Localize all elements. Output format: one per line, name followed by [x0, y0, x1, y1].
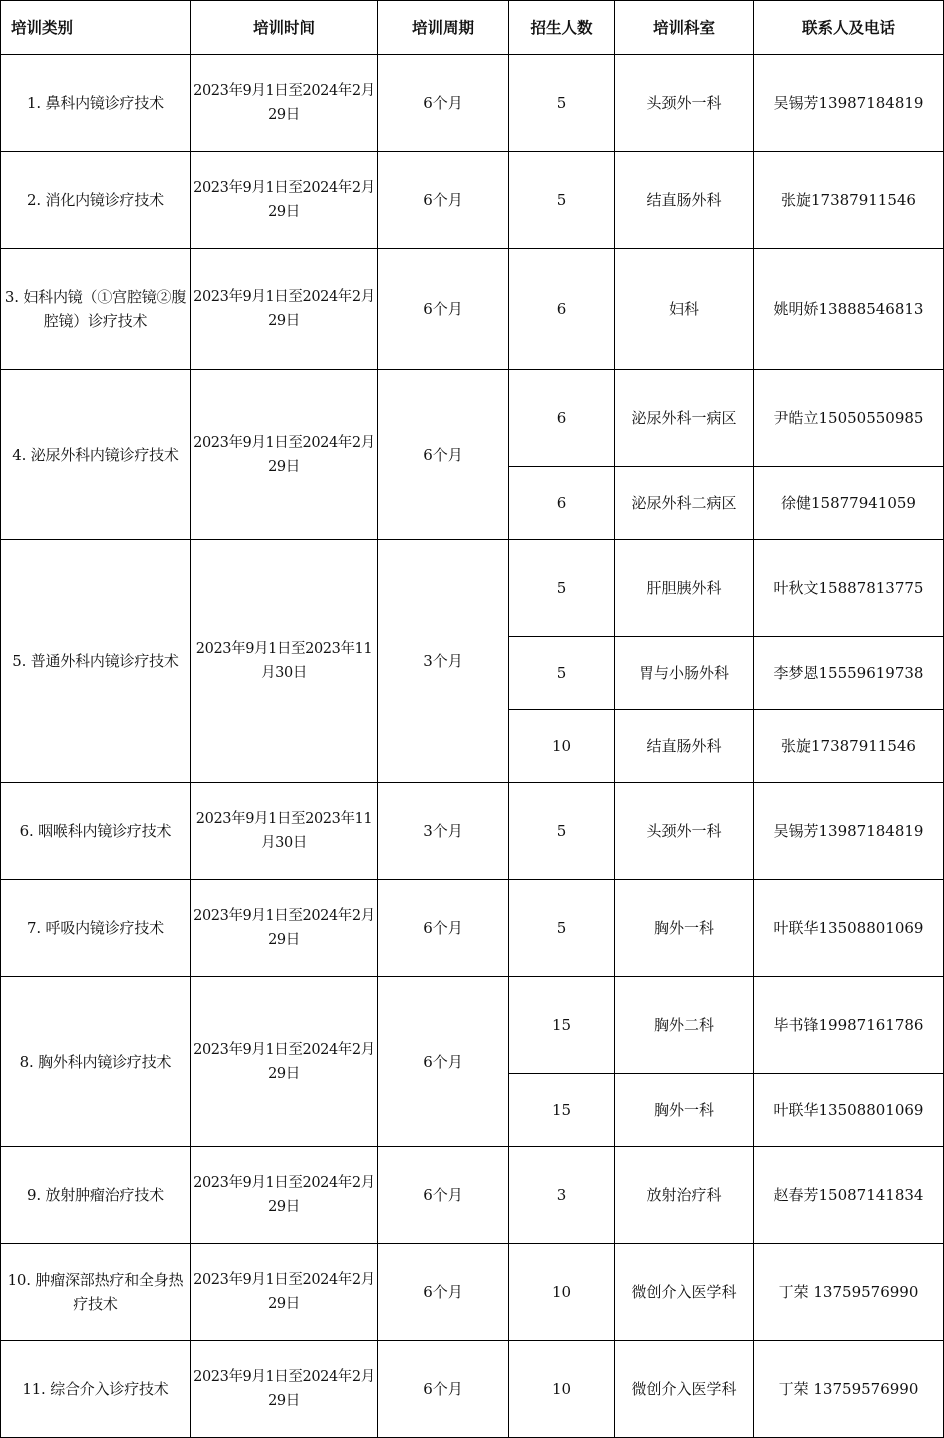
dept-cell: 微创介入医学科	[615, 1244, 754, 1341]
time-cell: 2023年9月1日至2024年2月29日	[191, 977, 378, 1147]
contact-cell: 叶秋文15887813775	[754, 540, 944, 637]
header-cycle: 培训周期	[378, 1, 509, 55]
contact-cell: 吴锡芳13987184819	[754, 783, 944, 880]
category-cell: 2. 消化内镜诊疗技术	[1, 152, 191, 249]
header-dept: 培训科室	[615, 1, 754, 55]
table-row	[1, 152, 944, 249]
count-cell: 5	[509, 152, 615, 249]
dept-cell: 胸外一科	[615, 1074, 754, 1147]
contact-cell: 张旋17387911546	[754, 152, 944, 249]
time-cell: 2023年9月1日至2024年2月29日	[191, 370, 378, 540]
dept-cell: 胃与小肠外科	[615, 637, 754, 710]
category-cell: 6. 咽喉科内镜诊疗技术	[1, 783, 191, 880]
contact-cell: 丁荣 13759576990	[754, 1244, 944, 1341]
header-row	[1, 1, 944, 55]
category-cell: 5. 普通外科内镜诊疗技术	[1, 540, 191, 783]
time-cell: 2023年9月1日至2024年2月29日	[191, 1147, 378, 1244]
count-cell: 15	[509, 977, 615, 1074]
cycle-cell: 6个月	[378, 152, 509, 249]
category-cell: 8. 胸外科内镜诊疗技术	[1, 977, 191, 1147]
count-cell: 6	[509, 249, 615, 370]
count-cell: 5	[509, 540, 615, 637]
dept-cell: 结直肠外科	[615, 152, 754, 249]
time-cell: 2023年9月1日至2024年2月29日	[191, 55, 378, 152]
contact-cell: 李梦恩15559619738	[754, 637, 944, 710]
category-cell: 11. 综合介入诊疗技术	[1, 1341, 191, 1438]
contact-cell: 吴锡芳13987184819	[754, 55, 944, 152]
time-cell: 2023年9月1日至2024年2月29日	[191, 1244, 378, 1341]
category-cell: 7. 呼吸内镜诊疗技术	[1, 880, 191, 977]
dept-cell: 肝胆胰外科	[615, 540, 754, 637]
category-cell: 1. 鼻科内镜诊疗技术	[1, 55, 191, 152]
cycle-cell: 6个月	[378, 977, 509, 1147]
contact-cell: 毕书锋19987161786	[754, 977, 944, 1074]
table-row	[1, 1147, 944, 1244]
dept-cell: 头颈外一科	[615, 783, 754, 880]
time-cell: 2023年9月1日至2023年11月30日	[191, 540, 378, 783]
header-category: 培训类别	[1, 1, 191, 55]
dept-cell: 微创介入医学科	[615, 1341, 754, 1438]
count-cell: 10	[509, 1341, 615, 1438]
count-cell: 5	[509, 783, 615, 880]
count-cell: 5	[509, 880, 615, 977]
count-cell: 3	[509, 1147, 615, 1244]
count-cell: 10	[509, 710, 615, 783]
table-row	[1, 1341, 944, 1438]
contact-cell: 丁荣 13759576990	[754, 1341, 944, 1438]
header-count: 招生人数	[509, 1, 615, 55]
dept-cell: 胸外一科	[615, 880, 754, 977]
cycle-cell: 6个月	[378, 370, 509, 540]
category-cell: 10. 肿瘤深部热疗和全身热疗技术	[1, 1244, 191, 1341]
dept-cell: 泌尿外科二病区	[615, 467, 754, 540]
count-cell: 10	[509, 1244, 615, 1341]
cycle-cell: 6个月	[378, 249, 509, 370]
cycle-cell: 6个月	[378, 1341, 509, 1438]
cycle-cell: 3个月	[378, 540, 509, 783]
table-row	[1, 880, 944, 977]
contact-cell: 叶联华13508801069	[754, 880, 944, 977]
header-contact: 联系人及电话	[754, 1, 944, 55]
contact-cell: 尹皓立15050550985	[754, 370, 944, 467]
contact-cell: 叶联华13508801069	[754, 1074, 944, 1147]
dept-cell: 头颈外一科	[615, 55, 754, 152]
dept-cell: 放射治疗科	[615, 1147, 754, 1244]
contact-cell: 徐健15877941059	[754, 467, 944, 540]
table-row	[1, 540, 944, 637]
count-cell: 6	[509, 370, 615, 467]
count-cell: 15	[509, 1074, 615, 1147]
cycle-cell: 3个月	[378, 783, 509, 880]
time-cell: 2023年9月1日至2024年2月29日	[191, 1341, 378, 1438]
cycle-cell: 6个月	[378, 1147, 509, 1244]
table-row	[1, 370, 944, 467]
table-row	[1, 55, 944, 152]
table-row	[1, 977, 944, 1074]
table-body	[1, 55, 944, 1438]
count-cell: 6	[509, 467, 615, 540]
contact-cell: 姚明娇13888546813	[754, 249, 944, 370]
time-cell: 2023年9月1日至2024年2月29日	[191, 152, 378, 249]
table-row	[1, 1244, 944, 1341]
cycle-cell: 6个月	[378, 1244, 509, 1341]
contact-cell: 赵春芳15087141834	[754, 1147, 944, 1244]
cycle-cell: 6个月	[378, 880, 509, 977]
contact-cell: 张旋17387911546	[754, 710, 944, 783]
table-row	[1, 783, 944, 880]
dept-cell: 胸外二科	[615, 977, 754, 1074]
category-cell: 4. 泌尿外科内镜诊疗技术	[1, 370, 191, 540]
table-row	[1, 249, 944, 370]
category-cell: 3. 妇科内镜（①宫腔镜②腹腔镜）诊疗技术	[1, 249, 191, 370]
time-cell: 2023年9月1日至2024年2月29日	[191, 880, 378, 977]
count-cell: 5	[509, 637, 615, 710]
time-cell: 2023年9月1日至2024年2月29日	[191, 249, 378, 370]
dept-cell: 泌尿外科一病区	[615, 370, 754, 467]
time-cell: 2023年9月1日至2023年11月30日	[191, 783, 378, 880]
header-time: 培训时间	[191, 1, 378, 55]
category-cell: 9. 放射肿瘤治疗技术	[1, 1147, 191, 1244]
cycle-cell: 6个月	[378, 55, 509, 152]
dept-cell: 结直肠外科	[615, 710, 754, 783]
count-cell: 5	[509, 55, 615, 152]
dept-cell: 妇科	[615, 249, 754, 370]
